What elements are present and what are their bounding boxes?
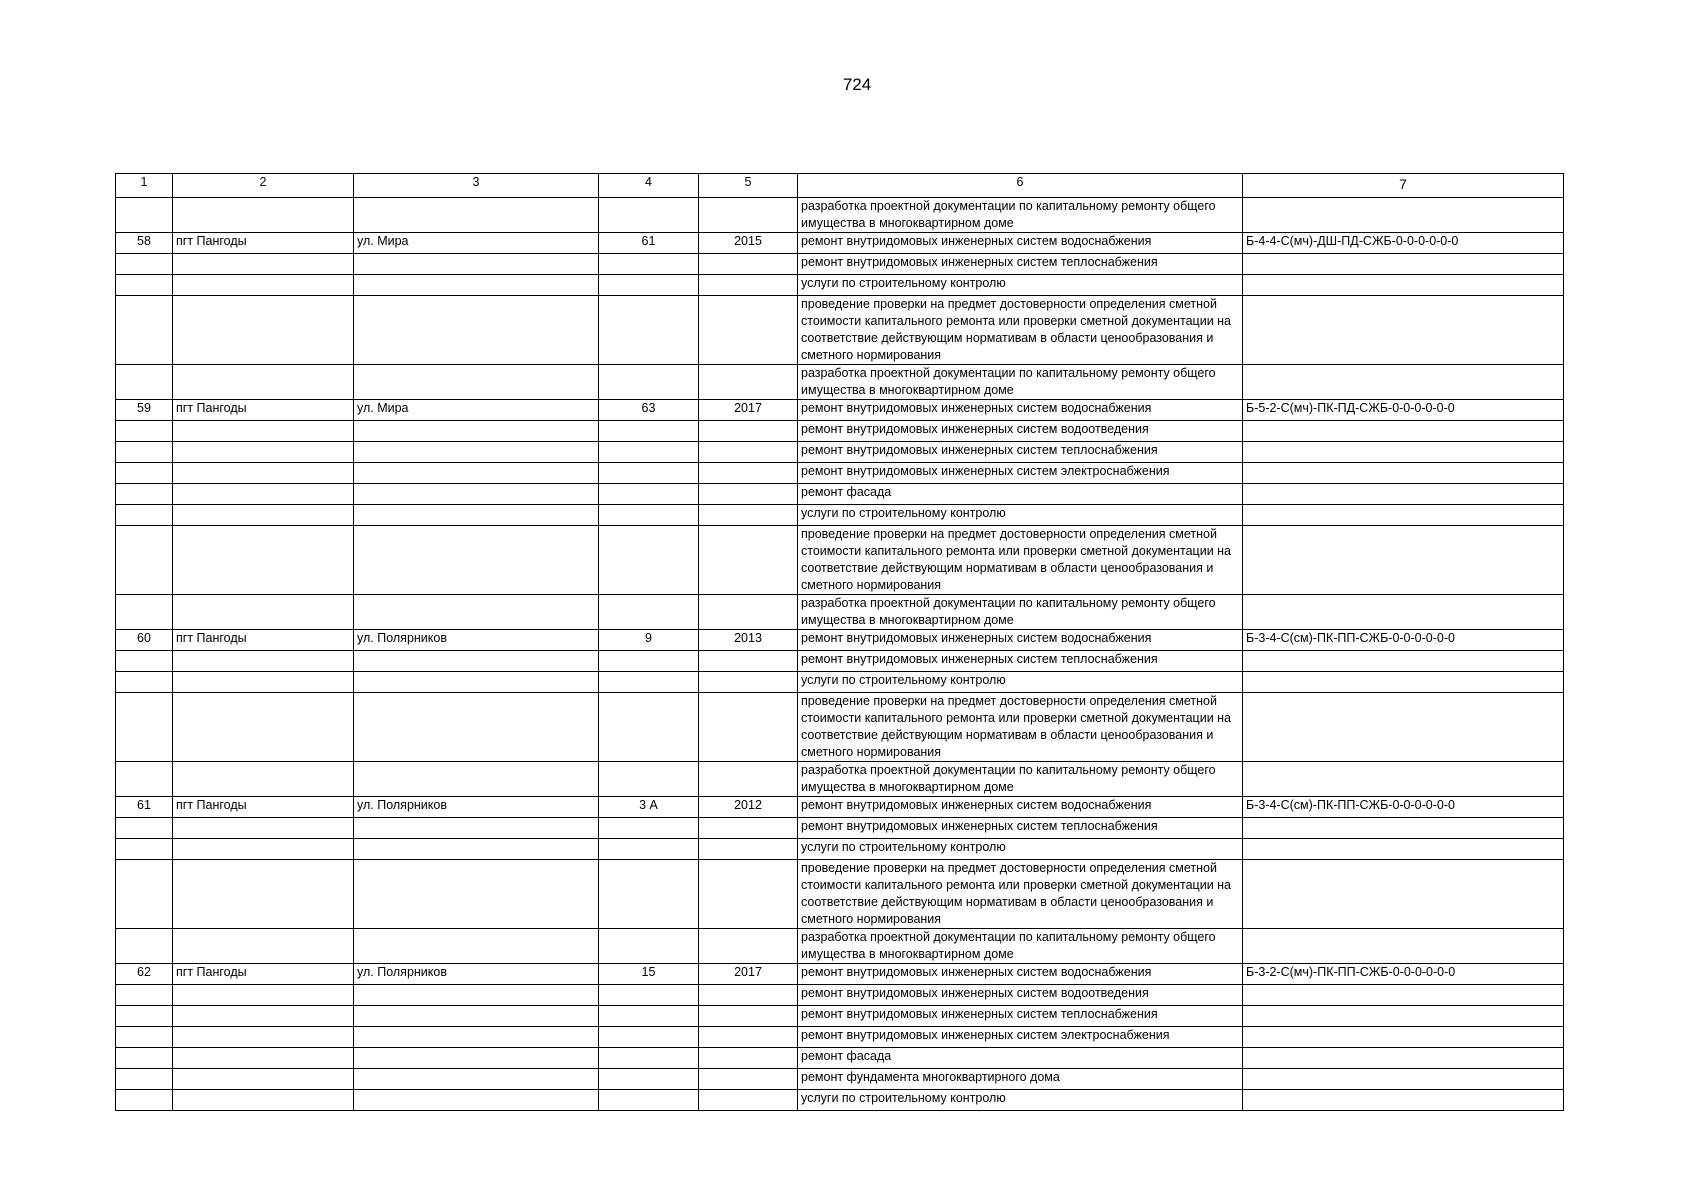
cell-street	[354, 693, 599, 762]
cell-house-code	[1243, 275, 1564, 296]
cell-settlement	[173, 1027, 354, 1048]
cell-row-number	[116, 442, 173, 463]
cell-work-type: проведение проверки на предмет достоверности определения сметной стоимости капитального ремонта или проверки сметной документации на соответствие действующим нормативам в области ценообразования и сметного нормирования	[798, 860, 1243, 929]
cell-row-number	[116, 254, 173, 275]
cell-year	[699, 463, 798, 484]
cell-row-number	[116, 1090, 173, 1111]
cell-work-type: услуги по строительному контролю	[798, 839, 1243, 860]
cell-year: 2012	[699, 797, 798, 818]
cell-house-code	[1243, 421, 1564, 442]
cell-house-number	[599, 818, 699, 839]
cell-house-code	[1243, 985, 1564, 1006]
table-row	[116, 1048, 1564, 1069]
cell-house-number	[599, 595, 699, 630]
cell-street	[354, 860, 599, 929]
table-row	[116, 1069, 1564, 1090]
cell-house-number	[599, 839, 699, 860]
cell-house-code	[1243, 463, 1564, 484]
cell-house-code	[1243, 365, 1564, 400]
cell-house-number	[599, 693, 699, 762]
cell-year	[699, 1006, 798, 1027]
cell-house-code	[1243, 505, 1564, 526]
table-row	[116, 198, 1564, 233]
cell-house-code	[1243, 1027, 1564, 1048]
cell-street	[354, 839, 599, 860]
cell-settlement: пгт Пангоды	[173, 233, 354, 254]
cell-house-number	[599, 1027, 699, 1048]
cell-year	[699, 421, 798, 442]
cell-settlement	[173, 484, 354, 505]
cell-settlement	[173, 985, 354, 1006]
cell-work-type: ремонт внутридомовых инженерных систем водоснабжения	[798, 630, 1243, 651]
cell-year	[699, 1027, 798, 1048]
cell-work-type: ремонт внутридомовых инженерных систем водоотведения	[798, 421, 1243, 442]
cell-street	[354, 672, 599, 693]
cell-street	[354, 1069, 599, 1090]
cell-settlement	[173, 365, 354, 400]
cell-year	[699, 1048, 798, 1069]
header-cell-4: 4	[599, 174, 699, 198]
cell-work-type: проведение проверки на предмет достоверности определения сметной стоимости капитального ремонта или проверки сметной документации на соответствие действующим нормативам в области ценообразования и сметного нормирования	[798, 526, 1243, 595]
cell-house-number	[599, 198, 699, 233]
header-cell-7: 7	[1243, 174, 1564, 198]
cell-house-code	[1243, 1069, 1564, 1090]
cell-street: ул. Полярников	[354, 797, 599, 818]
table-row	[116, 365, 1564, 400]
cell-work-type: разработка проектной документации по капитальному ремонту общего имущества в многоквартирном доме	[798, 929, 1243, 964]
table-row	[116, 1027, 1564, 1048]
cell-row-number	[116, 484, 173, 505]
cell-settlement	[173, 595, 354, 630]
cell-work-type: разработка проектной документации по капитальному ремонту общего имущества в многоквартирном доме	[798, 762, 1243, 797]
cell-year	[699, 651, 798, 672]
table-row	[116, 693, 1564, 762]
cell-work-type: ремонт внутридомовых инженерных систем водоснабжения	[798, 797, 1243, 818]
cell-street	[354, 526, 599, 595]
cell-settlement	[173, 1090, 354, 1111]
cell-street	[354, 442, 599, 463]
table-row	[116, 630, 1564, 651]
cell-house-code: Б-3-2-С(мч)-ПК-ПП-СЖБ-0-0-0-0-0-0	[1243, 964, 1564, 985]
cell-year	[699, 929, 798, 964]
cell-row-number	[116, 1006, 173, 1027]
cell-street	[354, 818, 599, 839]
table-row	[116, 985, 1564, 1006]
cell-settlement	[173, 463, 354, 484]
cell-year: 2013	[699, 630, 798, 651]
cell-house-number	[599, 651, 699, 672]
table-body	[116, 198, 1564, 1111]
cell-settlement	[173, 651, 354, 672]
cell-street: ул. Полярников	[354, 630, 599, 651]
cell-work-type: ремонт внутридомовых инженерных систем теплоснабжения	[798, 1006, 1243, 1027]
cell-work-type: ремонт внутридомовых инженерных систем водоотведения	[798, 985, 1243, 1006]
cell-house-code	[1243, 296, 1564, 365]
cell-row-number	[116, 651, 173, 672]
cell-house-code	[1243, 839, 1564, 860]
cell-house-number	[599, 1069, 699, 1090]
cell-work-type: услуги по строительному контролю	[798, 1090, 1243, 1111]
cell-year	[699, 595, 798, 630]
cell-house-code	[1243, 484, 1564, 505]
cell-year	[699, 254, 798, 275]
cell-street	[354, 985, 599, 1006]
cell-house-code	[1243, 762, 1564, 797]
header-cell-6: 6	[798, 174, 1243, 198]
cell-year	[699, 693, 798, 762]
cell-row-number	[116, 365, 173, 400]
cell-year	[699, 442, 798, 463]
cell-street: ул. Мира	[354, 400, 599, 421]
cell-year	[699, 275, 798, 296]
cell-row-number: 61	[116, 797, 173, 818]
table-row	[116, 797, 1564, 818]
cell-work-type: разработка проектной документации по капитальному ремонту общего имущества в многоквартирном доме	[798, 365, 1243, 400]
cell-row-number	[116, 1048, 173, 1069]
cell-work-type: ремонт внутридомовых инженерных систем теплоснабжения	[798, 818, 1243, 839]
cell-year	[699, 818, 798, 839]
table-row	[116, 595, 1564, 630]
cell-row-number	[116, 985, 173, 1006]
cell-house-number	[599, 1048, 699, 1069]
cell-year	[699, 1069, 798, 1090]
header-cell-2: 2	[173, 174, 354, 198]
cell-street	[354, 1090, 599, 1111]
cell-work-type: услуги по строительному контролю	[798, 505, 1243, 526]
cell-house-number	[599, 929, 699, 964]
table-row	[116, 929, 1564, 964]
cell-row-number: 60	[116, 630, 173, 651]
table-row	[116, 860, 1564, 929]
cell-settlement: пгт Пангоды	[173, 964, 354, 985]
cell-house-code	[1243, 672, 1564, 693]
cell-street	[354, 505, 599, 526]
cell-house-number	[599, 505, 699, 526]
cell-house-number	[599, 526, 699, 595]
cell-row-number	[116, 818, 173, 839]
cell-settlement	[173, 1069, 354, 1090]
cell-work-type: проведение проверки на предмет достоверности определения сметной стоимости капитального ремонта или проверки сметной документации на соответствие действующим нормативам в области ценообразования и сметного нормирования	[798, 296, 1243, 365]
table-row	[116, 463, 1564, 484]
cell-house-number	[599, 275, 699, 296]
table-row	[116, 526, 1564, 595]
cell-work-type: ремонт внутридомовых инженерных систем водоснабжения	[798, 233, 1243, 254]
cell-year	[699, 505, 798, 526]
table-row	[116, 1090, 1564, 1111]
cell-year: 2017	[699, 400, 798, 421]
cell-work-type: проведение проверки на предмет достоверности определения сметной стоимости капитального ремонта или проверки сметной документации на соответствие действующим нормативам в области ценообразования и сметного нормирования	[798, 693, 1243, 762]
cell-settlement	[173, 693, 354, 762]
cell-street	[354, 463, 599, 484]
cell-row-number: 58	[116, 233, 173, 254]
cell-row-number	[116, 672, 173, 693]
cell-settlement	[173, 762, 354, 797]
cell-house-code	[1243, 651, 1564, 672]
cell-settlement: пгт Пангоды	[173, 630, 354, 651]
cell-street	[354, 762, 599, 797]
cell-work-type: разработка проектной документации по капитальному ремонту общего имущества в многоквартирном доме	[798, 198, 1243, 233]
cell-row-number	[116, 839, 173, 860]
cell-year	[699, 365, 798, 400]
cell-settlement	[173, 421, 354, 442]
cell-year	[699, 860, 798, 929]
cell-work-type: ремонт внутридомовых инженерных систем теплоснабжения	[798, 442, 1243, 463]
cell-year	[699, 198, 798, 233]
cell-year: 2017	[699, 964, 798, 985]
table-row	[116, 839, 1564, 860]
cell-house-number	[599, 484, 699, 505]
cell-row-number	[116, 595, 173, 630]
cell-settlement: пгт Пангоды	[173, 400, 354, 421]
cell-work-type: услуги по строительному контролю	[798, 275, 1243, 296]
header-cell-5: 5	[699, 174, 798, 198]
cell-house-number	[599, 296, 699, 365]
cell-house-code	[1243, 929, 1564, 964]
cell-row-number	[116, 1027, 173, 1048]
cell-row-number	[116, 860, 173, 929]
cell-year	[699, 839, 798, 860]
cell-year	[699, 985, 798, 1006]
cell-row-number	[116, 762, 173, 797]
cell-house-code	[1243, 442, 1564, 463]
cell-row-number	[116, 929, 173, 964]
cell-street	[354, 595, 599, 630]
cell-house-code	[1243, 526, 1564, 595]
cell-house-code	[1243, 1090, 1564, 1111]
table-row	[116, 818, 1564, 839]
cell-street	[354, 651, 599, 672]
table-row	[116, 672, 1564, 693]
table-row	[116, 296, 1564, 365]
cell-settlement	[173, 275, 354, 296]
cell-house-number	[599, 860, 699, 929]
cell-row-number: 62	[116, 964, 173, 985]
cell-house-number: 3 А	[599, 797, 699, 818]
table-row	[116, 400, 1564, 421]
cell-house-number	[599, 254, 699, 275]
cell-house-number: 15	[599, 964, 699, 985]
page-number: 724	[842, 75, 872, 94]
repair-program-table	[115, 173, 1564, 1111]
cell-settlement	[173, 254, 354, 275]
cell-row-number	[116, 1069, 173, 1090]
cell-year	[699, 762, 798, 797]
cell-work-type: ремонт внутридомовых инженерных систем теплоснабжения	[798, 651, 1243, 672]
cell-row-number	[116, 296, 173, 365]
cell-house-code: Б-3-4-С(см)-ПК-ПП-СЖБ-0-0-0-0-0-0	[1243, 630, 1564, 651]
cell-house-number	[599, 365, 699, 400]
cell-settlement	[173, 839, 354, 860]
cell-row-number	[116, 505, 173, 526]
cell-work-type: ремонт фундамента многоквартирного дома	[798, 1069, 1243, 1090]
cell-row-number	[116, 526, 173, 595]
cell-row-number	[116, 198, 173, 233]
cell-house-number	[599, 1006, 699, 1027]
cell-house-number	[599, 762, 699, 797]
table-row	[116, 484, 1564, 505]
cell-year	[699, 296, 798, 365]
cell-street: ул. Полярников	[354, 964, 599, 985]
table-row	[116, 421, 1564, 442]
cell-house-code	[1243, 254, 1564, 275]
cell-house-number	[599, 985, 699, 1006]
cell-street	[354, 1048, 599, 1069]
cell-house-number: 9	[599, 630, 699, 651]
cell-house-number: 61	[599, 233, 699, 254]
cell-street	[354, 254, 599, 275]
cell-street	[354, 1006, 599, 1027]
table-row	[116, 233, 1564, 254]
cell-row-number	[116, 275, 173, 296]
header-cell-1: 1	[116, 174, 173, 198]
table-row	[116, 1006, 1564, 1027]
cell-street	[354, 1027, 599, 1048]
cell-settlement	[173, 296, 354, 365]
cell-street: ул. Мира	[354, 233, 599, 254]
table-row	[116, 442, 1564, 463]
cell-row-number	[116, 463, 173, 484]
table-row	[116, 762, 1564, 797]
cell-year	[699, 1090, 798, 1111]
cell-house-number	[599, 442, 699, 463]
cell-house-code: Б-3-4-С(см)-ПК-ПП-СЖБ-0-0-0-0-0-0	[1243, 797, 1564, 818]
table-row	[116, 254, 1564, 275]
cell-settlement	[173, 672, 354, 693]
cell-work-type: разработка проектной документации по капитальному ремонту общего имущества в многоквартирном доме	[798, 595, 1243, 630]
cell-work-type: ремонт внутридомовых инженерных систем электроснабжения	[798, 463, 1243, 484]
cell-street	[354, 365, 599, 400]
cell-year	[699, 672, 798, 693]
table-row	[116, 651, 1564, 672]
cell-house-number	[599, 421, 699, 442]
cell-house-code	[1243, 693, 1564, 762]
cell-house-code: Б-4-4-С(мч)-ДШ-ПД-СЖБ-0-0-0-0-0-0	[1243, 233, 1564, 254]
cell-house-code	[1243, 818, 1564, 839]
cell-street	[354, 421, 599, 442]
cell-house-code	[1243, 860, 1564, 929]
cell-house-code	[1243, 198, 1564, 233]
cell-settlement	[173, 526, 354, 595]
table-row	[116, 505, 1564, 526]
cell-street	[354, 275, 599, 296]
cell-year	[699, 484, 798, 505]
cell-street	[354, 484, 599, 505]
cell-settlement	[173, 505, 354, 526]
cell-work-type: ремонт фасада	[798, 484, 1243, 505]
cell-work-type: ремонт внутридомовых инженерных систем теплоснабжения	[798, 254, 1243, 275]
cell-settlement	[173, 860, 354, 929]
cell-house-code	[1243, 1006, 1564, 1027]
cell-row-number	[116, 421, 173, 442]
cell-work-type: услуги по строительному контролю	[798, 672, 1243, 693]
cell-house-code: Б-5-2-С(мч)-ПК-ПД-СЖБ-0-0-0-0-0-0	[1243, 400, 1564, 421]
cell-settlement	[173, 1048, 354, 1069]
cell-year	[699, 526, 798, 595]
cell-house-code	[1243, 1048, 1564, 1069]
cell-settlement: пгт Пангоды	[173, 797, 354, 818]
cell-work-type: ремонт фасада	[798, 1048, 1243, 1069]
table-header	[116, 174, 1564, 198]
cell-year: 2015	[699, 233, 798, 254]
cell-house-code	[1243, 595, 1564, 630]
cell-work-type: ремонт внутридомовых инженерных систем электроснабжения	[798, 1027, 1243, 1048]
table-row	[116, 964, 1564, 985]
header-cell-3: 3	[354, 174, 599, 198]
cell-street	[354, 296, 599, 365]
cell-row-number	[116, 693, 173, 762]
cell-settlement	[173, 1006, 354, 1027]
cell-house-number	[599, 463, 699, 484]
cell-settlement	[173, 198, 354, 233]
cell-house-number	[599, 1090, 699, 1111]
cell-settlement	[173, 818, 354, 839]
cell-work-type: ремонт внутридомовых инженерных систем водоснабжения	[798, 400, 1243, 421]
table-row	[116, 275, 1564, 296]
cell-settlement	[173, 442, 354, 463]
header-row	[116, 174, 1564, 198]
cell-street	[354, 198, 599, 233]
cell-row-number: 59	[116, 400, 173, 421]
cell-work-type: ремонт внутридомовых инженерных систем водоснабжения	[798, 964, 1243, 985]
cell-street	[354, 929, 599, 964]
cell-house-number: 63	[599, 400, 699, 421]
cell-settlement	[173, 929, 354, 964]
cell-house-number	[599, 672, 699, 693]
